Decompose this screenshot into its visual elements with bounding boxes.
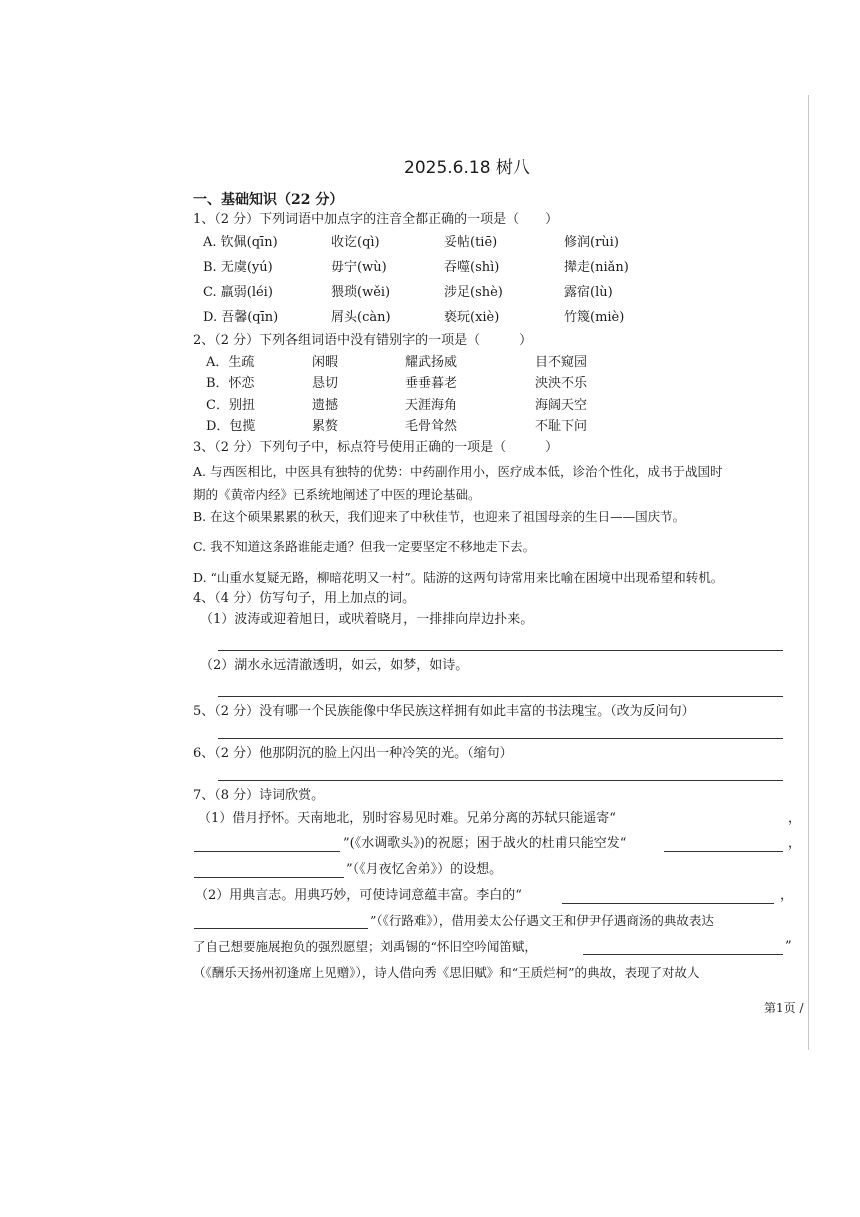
q1-option-a-4: 修润(rùi) [564,235,619,250]
question-6-stem: 6、（2 分）他那阴沉的脸上闪出一种冷笑的光。（缩句） [193,746,513,761]
q2-option-c-4: 海阔天空 [535,398,588,413]
page-edge-line [808,95,809,1050]
q1-option-b-2: 毋宁(wù) [331,260,387,275]
q4-sentence-2: （2）湖水永远清澈透明，如云，如梦，如诗。 [200,658,469,673]
q7-blank-2[interactable] [664,851,783,852]
question-1-stem: 1、（2 分）下列词语中加点字的注音全都正确的一项是（ ） [193,212,559,227]
q7-blank-4[interactable] [562,903,774,904]
q2-option-d-1: D．包揽 [206,419,256,434]
q2-option-a-3: 耀武扬威 [405,355,458,370]
q2-option-b-2: 恳切 [312,376,339,391]
q5-answer-line[interactable] [218,738,783,739]
q2-option-c-2: 遗撼 [312,398,339,413]
q1-option-d-1: D. 吾馨(qīn) [203,310,279,325]
q1-option-a-2: 收讫(qì) [331,235,380,250]
q2-option-b-1: B．怀恋 [206,376,255,391]
page-title: 2025.6.18 树八 [404,158,530,178]
q4-sentence-1: （1）波涛或迎着旭日，或吠着晓月，一排排向岸边扑来。 [200,612,534,627]
q3-option-a-line2: 期的《黄帝内经》已系统地阐述了中医的理论基础。 [193,487,481,502]
q7-blank-5[interactable] [194,928,368,929]
q1-option-c-1: C. 羸弱(léi) [203,285,273,300]
question-4-stem: 4、（4 分）仿写句子，用上加点的词。 [193,591,416,606]
question-3-stem: 3、（2 分）下列句子中，标点符号使用正确的一项是（ ） [193,440,559,455]
q1-option-d-4: 竹篾(miè) [564,310,625,325]
q2-option-b-3: 垂垂暮老 [405,376,458,391]
q3-option-c: C. 我不知道这条路谁能走通？但我一定要坚定不移地走下去。 [193,539,536,554]
q2-option-c-3: 天涯海角 [405,398,458,413]
q7-part1-line2-comma: ， [788,836,802,851]
q3-option-a-line1: A. 与西医相比，中医具有独特的优势：中药副作用小，医疗成本低，诊治个性化，成书于战国时 [193,464,723,479]
q1-option-c-4: 露宿(lù) [564,285,613,300]
q1-option-a-1: A. 钦佩(qīn) [203,235,278,250]
q3-option-d: D. “山重水复疑无路，柳暗花明又一村”。陆游的这两句诗常用来比喻在困境中出现希望和转机。 [193,570,724,585]
q7-part1-line3: ”（《月夜忆舍弟》）的设想。 [346,862,503,877]
q2-option-b-4: 泱泱不乐 [535,376,588,391]
q1-option-b-1: B. 无虞(yú) [203,260,273,275]
q1-option-b-3: 吞噬(shì) [444,260,500,275]
q7-part2-line1-comma: ， [780,888,794,903]
q7-part1-line1-comma: ， [788,811,802,826]
q7-part2-line4: （《酬乐天扬州初逢席上见赠》），诗人借向秀《思旧赋》和“王质烂柯”的典故，表现了对故人 [193,965,700,980]
page-number: 第1页 / [764,1001,804,1015]
q1-option-d-3: 亵玩(xiè) [444,310,500,325]
q1-option-a-3: 妥帖(tiē) [444,235,498,250]
q7-part2-line1: （2）用典言志。用典巧妙，可使诗词意蕴丰富。李白的“ [195,888,522,903]
q1-option-d-2: 屑头(càn) [331,310,391,325]
q7-part2-line2: ”（《行路难》），借用姜太公仔遇文王和伊尹仔遇商汤的典故表达 [370,913,714,928]
q7-part2-line3-quote: ” [785,939,792,954]
q4-answer-line-2[interactable] [218,696,783,697]
q7-part1-line1: （1）借月抒怀。天南地北，别时容易见时难。兄弟分离的苏轼只能遥寄“ [198,811,616,826]
q7-blank-3[interactable] [194,877,344,878]
question-5-stem: 5、（2 分）没有哪一个民族能像中华民族这样拥有如此丰富的书法瑰宝。（改为反问句） [193,704,695,719]
q6-answer-line[interactable] [218,780,783,781]
q1-option-c-2: 猥琐(wěi) [331,285,391,300]
question-2-stem: 2、（2 分）下列各组词语中没有错别字的一项是（ ） [193,333,533,348]
q2-option-d-2: 累赘 [312,419,339,434]
q7-blank-6[interactable] [583,954,783,955]
q2-option-a-1: A．生疏 [206,355,255,370]
q7-blank-1[interactable] [194,851,340,852]
section-heading: 一、基础知识（22 分） [193,192,344,208]
q1-option-b-4: 撵走(niǎn) [564,260,629,275]
question-7-stem: 7、（8 分）诗词欣赏。 [193,788,325,803]
q7-part1-line2: ”(《水调歌头》)的祝愿；困于战火的杜甫只能空发“ [343,836,627,851]
q1-option-c-3: 涉足(shè) [444,285,503,300]
q7-part2-line3: 了自己想要施展抱负的强烈愿望；刘禹锡的“怀旧空吟闻笛赋， [193,939,537,954]
q2-option-d-4: 不耻下问 [535,419,588,434]
q4-answer-line-1[interactable] [218,650,783,651]
q2-option-d-3: 毛骨耸然 [405,419,458,434]
q2-option-c-1: C．别扭 [206,398,255,413]
q2-option-a-4: 目不窥园 [535,355,588,370]
q2-option-a-2: 闲暇 [312,355,339,370]
q3-option-b: B. 在这个硕果累累的秋天，我们迎来了中秋佳节，也迎来了祖国母亲的生日——国庆节。 [193,509,686,524]
